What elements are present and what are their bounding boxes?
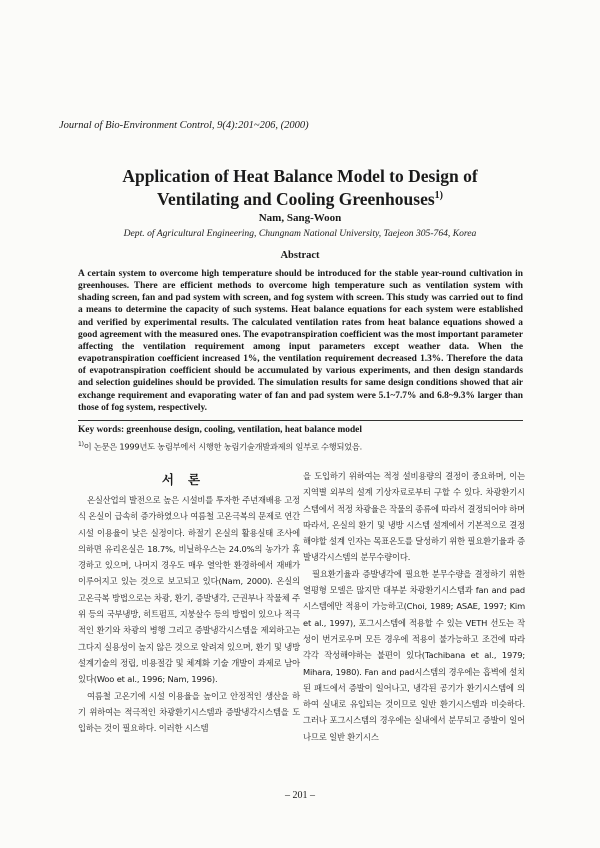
author-name: Nam, Sang-Woon <box>258 212 342 224</box>
left-column <box>78 492 300 736</box>
title-footnote-mark: 1) <box>434 190 443 201</box>
section-heading-introduction: 서론 <box>161 472 215 487</box>
journal-citation: Journal of Bio-Environment Control, 9(4):201~206, (2000) <box>59 120 309 131</box>
title-line-2: Ventilating and Cooling Greenhouses$^{1)}$ <box>157 188 443 209</box>
right-paragraph-2: 필요환기율과 증발냉각에 필요한 분무수량을 결정하기 위한 열평형 모델은 많지만 대부분 차광환기시스템과 fan and pad 시스템에만 적용이 가능하고(Choi, 1989; ASAE, 1997; Kim et al., 1997), 포그시스템에 적용할 수 있는 VETH 선도는 작성이 번거로우며 모든 경우에 적용이 불가능하고 조건에 따라 각각 작성해야하는 불편이 있다(Tachibana et al., 1979; Mihara, 1980). Fan and pad시스템의 경우에는 흡벽에 설치된 패드에서 증발이 일어나고, 냉각된 공기가 환기시스템에 의하여 실내로 유입되는 것이므로 일반 환기시스템과 비슷하다. 그러나 포그시스템의 경우에는 실내에서 분무되고 증발이 일어나므로 일반 환기시스 <box>303 568 525 742</box>
keywords: Key words: greenhouse design, cooling, ventilation, heat balance model <box>78 425 362 435</box>
abstract-divider <box>78 420 523 421</box>
footnote-mark: 1) <box>78 441 84 448</box>
left-paragraph-1: 온실산업의 발전으로 높은 시설비를 투자한 주년재배용 고정식 온실이 급속히 증가하였으나 여름철 고온극복의 문제로 연간 시설 이용율이 낮은 실정이다. 하절기 온실의 활용실태 조사에 의하면 유리온실은 18.7%, 비닐하우스는 24.0%의 농가가 휴경하고 있으며, 나머지 경우도 매우 열악한 환경하에서 재배가 이루어지고 있는 것으로 보고되고 있다(Nam, 2000). 온실의 고온극복 방법으로는 차광, 환기, 증발냉각, 근권부나 작물체 주위 등의 국부냉방, 히트펌프, 지붕살수 등의 방법이 있으나 적극적인 환기와 차광의 병행 그리고 증발냉각시스템을 제외하고는 그다지 실용성이 높지 않은 것으로 알려져 있으며, 환기 및 냉방 설계기술의 정립, 비용절감 및 체계화 기술 개발이 과제로 남아 있다(Woo et al., 1996; Nam, 1996). <box>78 495 300 685</box>
abstract-heading: Abstract <box>280 250 320 261</box>
left-paragraph-2: 여름철 고온기에 시설 이용율을 높이고 안정적인 생산을 하기 위하여는 적극적인 차광환기시스템과 증발냉각시스템을 도입하는 것이 필요하다. 이러한 시스템 <box>78 690 300 734</box>
footnote: $^{1)}$이 논문은 1999년도 농림부에서 시행한 농림기술개발과제의 일부로 수행되었음. <box>78 441 363 452</box>
page-number: – 201 – <box>285 790 315 801</box>
paper-title <box>60 166 540 209</box>
right-column <box>303 468 525 745</box>
author-affiliation: Dept. of Agricultural Engineering, Chungnam National University, Taejeon 305-764, Korea <box>123 228 477 239</box>
right-paragraph-1: 을 도입하기 위하여는 적정 설비용량의 결정이 중요하며, 이는 지역별 외부의 설계 기상자료로부터 구할 수 있다. 차광환기시스템에서 적정 차광율은 작물의 종류에 따라서 결정되어야 하며 따라서, 온실의 환기 및 냉방 시스템 설계에서 기본적으로 결정해야할 설계 인자는 목표온도를 달성하기 위한 필요환기율과 증발냉각시스템의 분무수량이다. <box>303 471 525 563</box>
title-line-1: Application of Heat Balance Model to Design of <box>122 166 478 186</box>
abstract-text: A certain system to overcome high temperature should be introduced for the stable year-round cultivation in greenhouses. There are efficient methods to overcome high temperature such as ventilation system with shading screen, fan and pad system with screen, and fog system with screen. This study was carried out to find a means to determine the capacity of such systems. Heat balance equations for each system were established and verified by experimental results. The calculated ventilation rates from heat balance equations showed a good agreement with the measured ones. The evapotranspiration coefficient was the most important parameter affecting the ventilation requirement among input parameters except weather data. When the evapotranspiration coefficient increased 1%, the ventilation requirement decreased 1.3%. Therefore the data of evapotranspiration coefficient should be accumulated by various experiments, and then design standards and selection guidelines should be provided. The simulation results for same design conditions showed that air exchange requirement and evaporating water of fan and pad system were 5.1~7.7% and 6.8~9.3% larger than those of fog system, respectively. <box>78 269 523 413</box>
